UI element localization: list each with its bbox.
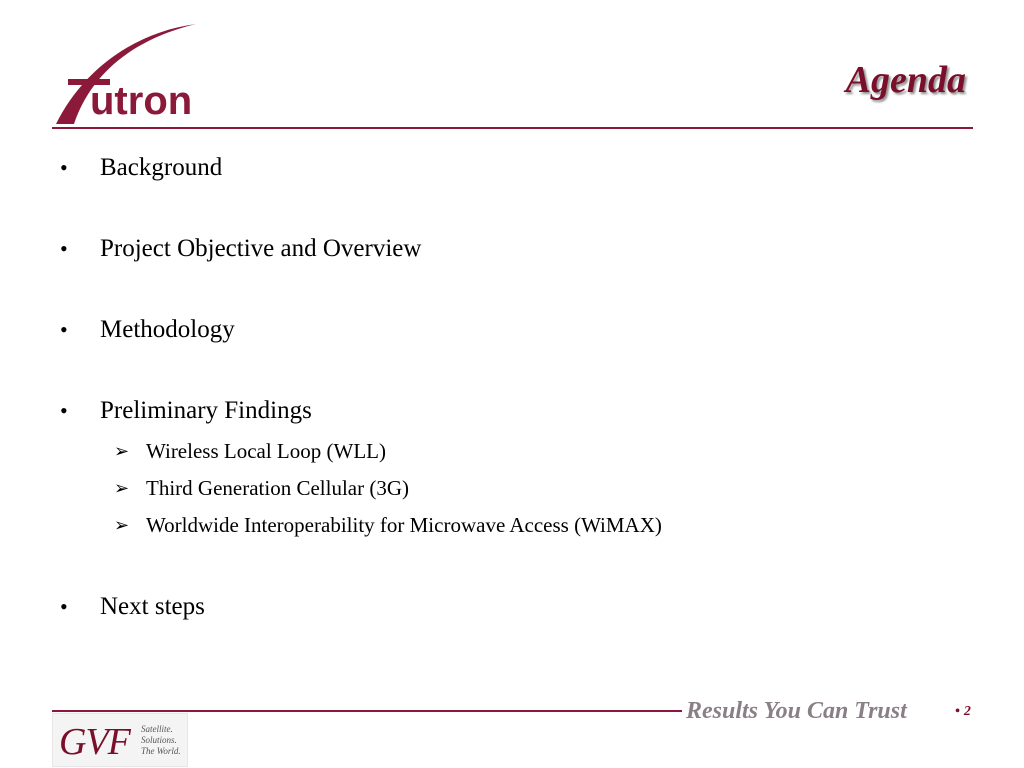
footer-divider [52, 710, 682, 712]
arrow-bullet-icon: ➢ [114, 478, 130, 498]
agenda-item: • Preliminary Findings ➢ Wireless Local Loop (WLL) ➢ Third Generation Cellular (3G) ➢ Worldwide Interoperability for Microwave Access (WiMAX) [58, 393, 958, 544]
agenda-item: • Next steps [58, 589, 958, 625]
footer-tagline: Results You Can Trust [686, 698, 907, 724]
agenda-item: • Methodology [58, 312, 958, 348]
title-divider [52, 127, 973, 129]
gvf-tagline: Satellite. Solutions. The World. [141, 724, 181, 756]
sub-item: ➢ Third Generation Cellular (3G) [100, 470, 958, 507]
futron-logo-mark [50, 20, 210, 128]
svg-text:utron: utron [90, 79, 193, 123]
sub-item: ➢ Wireless Local Loop (WLL) [100, 433, 958, 470]
agenda-item: • Background [58, 150, 958, 186]
gvf-logo-mark: GVF [59, 721, 130, 763]
arrow-bullet-icon: ➢ [114, 515, 130, 535]
agenda-item: • Project Objective and Overview [58, 231, 958, 267]
arrow-bullet-icon: ➢ [114, 441, 130, 461]
page-title: Agenda [845, 59, 966, 101]
agenda-list [58, 150, 958, 625]
futron-logo [50, 20, 210, 128]
gvf-logo [52, 713, 188, 767]
sub-item: ➢ Worldwide Interoperability for Microwave Access (WiMAX) [100, 507, 958, 544]
page-number: • 2 [955, 704, 971, 719]
findings-sublist [100, 433, 958, 544]
